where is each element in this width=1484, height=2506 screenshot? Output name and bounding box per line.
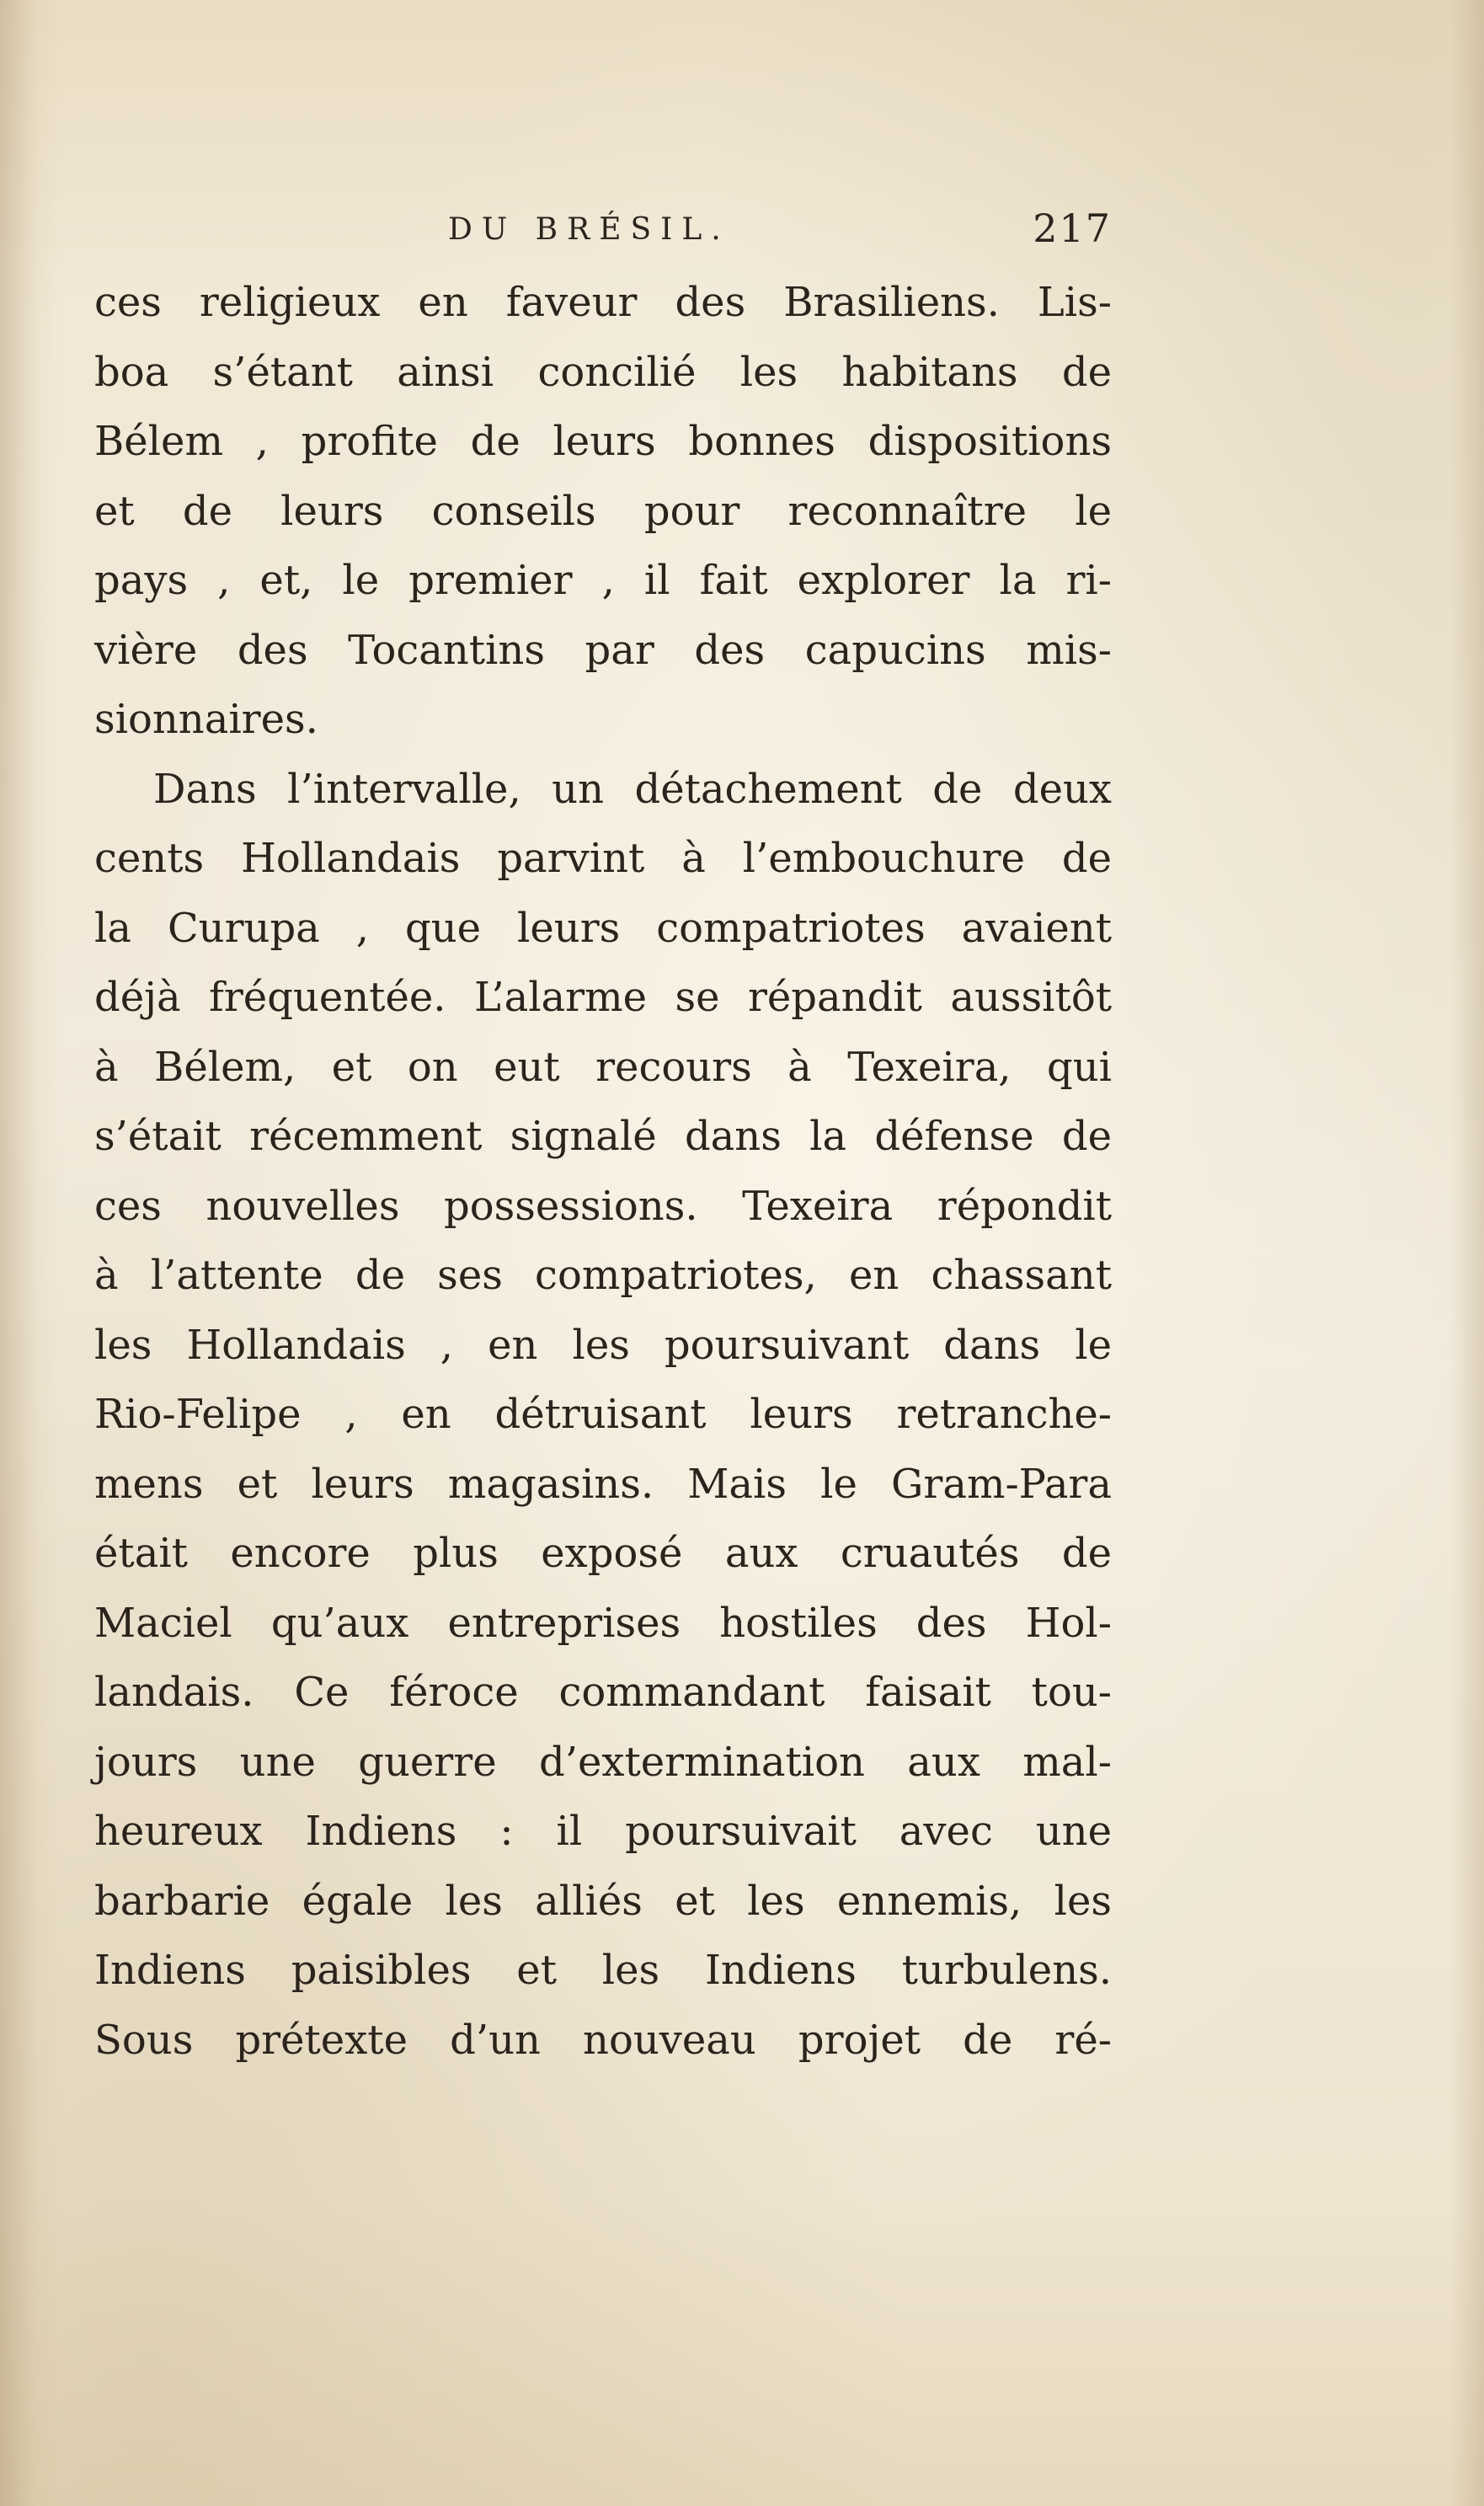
body-text	[94, 268, 1112, 2075]
text-line: heureux Indiens : il poursuivait avec une	[94, 1808, 1112, 1855]
text-line: Rio-Felipe , en détruisant leurs retranche-	[94, 1391, 1112, 1438]
text-line: Maciel qu’aux entreprises hostiles des Hol-	[94, 1599, 1112, 1647]
paragraph-start-line: Dans l’intervalle, un détachement de deux	[153, 765, 1112, 813]
text-line: mens et leurs magasins. Mais le Gram-Para	[94, 1460, 1112, 1508]
text-line: jours une guerre d’extermination aux mal-	[94, 1738, 1112, 1786]
text-line: à l’attente de ses compatriotes, en chassant	[94, 1252, 1112, 1299]
text-line: Bélem , profite de leurs bonnes dispositions	[94, 418, 1112, 465]
running-head	[94, 206, 1112, 256]
text-line: était encore plus exposé aux cruautés de	[94, 1530, 1112, 1577]
text-line: vière des Tocantins par des capucins mis-	[94, 626, 1112, 674]
paragraph-end-line: sionnaires.	[94, 696, 318, 743]
text-line: s’était récemment signalé dans la défense de	[94, 1113, 1112, 1160]
page-number: 217	[1033, 206, 1112, 251]
text-line: les Hollandais , en les poursuivant dans le	[94, 1321, 1112, 1369]
text-line: Sous prétexte d’un nouveau projet de ré-	[94, 2016, 1112, 2064]
text-line: boa s’étant ainsi concilié les habitans de	[94, 348, 1112, 396]
text-line: landais. Ce féroce commandant faisait tou-	[94, 1669, 1112, 1716]
text-line: barbarie égale les alliés et les ennemis, les	[94, 1877, 1112, 1925]
text-line: Indiens paisibles et les Indiens turbulens.	[94, 1947, 1112, 1994]
text-line: pays , et, le premier , il fait explorer la ri-	[94, 557, 1112, 604]
text-line: cents Hollandais parvint à l’embouchure de	[94, 835, 1112, 882]
text-line: déjà fréquentée. L’alarme se répandit aussitôt	[94, 974, 1112, 1021]
text-line: la Curupa , que leurs compatriotes avaient	[94, 904, 1112, 952]
text-line: ces nouvelles possessions. Texeira répondit	[94, 1182, 1112, 1230]
text-line: à Bélem, et on eut recours à Texeira, qui	[94, 1043, 1112, 1091]
text-line: ces religieux en faveur des Brasiliens. Lis-	[94, 279, 1112, 326]
text-line: et de leurs conseils pour reconnaître le	[94, 487, 1112, 535]
running-title: DU BRÉSIL.	[448, 212, 730, 247]
